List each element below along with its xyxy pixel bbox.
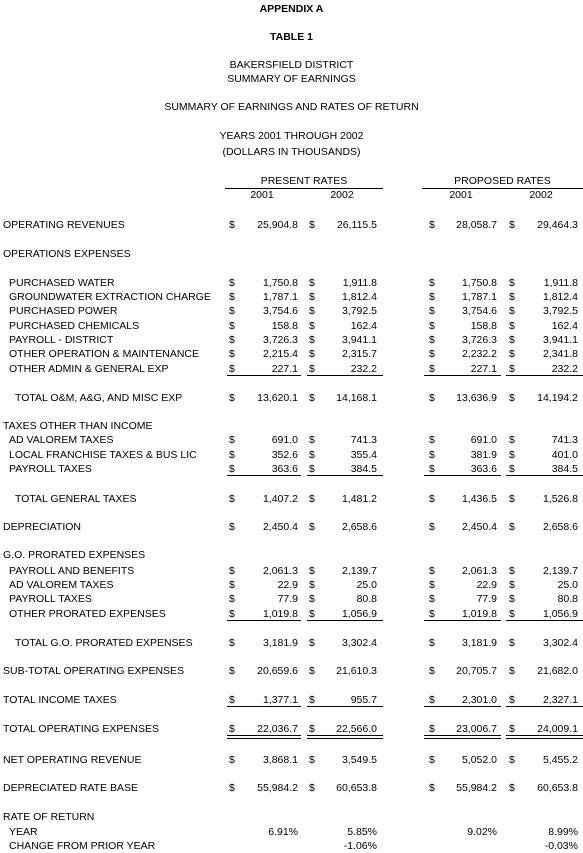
cell-value: 13,636.9: [456, 392, 497, 404]
cell-value: 21,610.3: [336, 665, 377, 677]
dollar-sign: $: [309, 363, 315, 375]
table-row: [0, 839, 583, 853]
dollar-sign: $: [229, 608, 235, 620]
cell-value: 55,984.2: [257, 782, 298, 794]
table-row: [0, 419, 583, 433]
dollar-sign: $: [429, 782, 435, 794]
table-row: [0, 218, 583, 232]
underline: [307, 620, 383, 621]
dollar-sign: $: [429, 434, 435, 446]
underline: [227, 475, 301, 476]
dollar-sign: $: [429, 593, 435, 605]
cell-value: 13,620.1: [257, 392, 298, 404]
dollar-sign: $: [229, 493, 235, 505]
dollar-sign: $: [229, 463, 235, 475]
table-row: [0, 319, 583, 333]
row-label: G.O. PRORATED EXPENSES: [3, 549, 146, 561]
double-underline: [227, 738, 301, 739]
cell-value: 2,315.7: [341, 348, 377, 360]
underline: [424, 706, 501, 707]
cell-value: 29,464.3: [537, 219, 578, 231]
row-label: PAYROLL TAXES: [9, 593, 92, 605]
dollar-sign: $: [229, 723, 235, 735]
row-label: OTHER ADMIN & GENERAL EXP: [9, 363, 169, 375]
column-header: 2002: [330, 189, 354, 201]
dollar-sign: $: [309, 694, 315, 706]
cell-value: 55,984.2: [456, 782, 497, 794]
row-label: TAXES OTHER THAN INCOME: [3, 420, 153, 432]
cell-value: 5,052.0: [461, 754, 497, 766]
cell-value: 227.1: [470, 363, 497, 375]
table-row: [0, 578, 583, 592]
dollar-sign: $: [509, 392, 515, 404]
cell-value: -0.03%: [544, 840, 578, 852]
row-label: PAYROLL AND BENEFITS: [9, 565, 135, 577]
cell-value: 5,455.2: [542, 754, 578, 766]
underline: [307, 706, 383, 707]
cell-value: 1,911.8: [342, 277, 377, 289]
subtitle: SUMMARY OF EARNINGS AND RATES OF RETURN: [164, 101, 419, 113]
cell-value: 3,181.9: [262, 637, 298, 649]
table-row: [0, 290, 583, 304]
dollar-sign: $: [509, 291, 515, 303]
dollar-sign: $: [429, 219, 435, 231]
table-row: [0, 825, 583, 839]
cell-value: 25,904.8: [257, 219, 298, 231]
dollar-sign: $: [509, 305, 515, 317]
table-row: [0, 391, 583, 405]
district-name: BAKERSFIELD DISTRICT: [229, 59, 354, 71]
double-underline: [424, 735, 501, 736]
cell-value: 3,726.3: [461, 334, 497, 346]
dollar-sign: $: [229, 521, 235, 533]
cell-value: 25.0: [356, 579, 377, 591]
dollar-sign: $: [429, 449, 435, 461]
cell-value: 232.2: [350, 363, 377, 375]
dollar-sign: $: [509, 463, 515, 475]
cell-value: 14,194.2: [537, 392, 578, 404]
dollar-sign: $: [509, 637, 515, 649]
cell-value: 227.1: [271, 363, 298, 375]
table-row: [0, 592, 583, 606]
cell-value: 1,750.8: [262, 277, 298, 289]
cell-value: 3,302.4: [341, 637, 377, 649]
cell-value: 6.91%: [268, 826, 298, 838]
dollar-sign: $: [509, 434, 515, 446]
dollar-sign: $: [229, 593, 235, 605]
row-label: LOCAL FRANCHISE TAXES & BUS LIC: [9, 449, 197, 461]
cell-value: 3,941.1: [341, 334, 377, 346]
row-label: PAYROLL - DISTRICT: [9, 334, 114, 346]
cell-value: 60,653.8: [336, 782, 377, 794]
row-label: DEPRECIATED RATE BASE: [3, 782, 138, 794]
table-row: [0, 781, 583, 795]
dollar-sign: $: [509, 334, 515, 346]
dollar-sign: $: [229, 291, 235, 303]
cell-value: 14,168.1: [336, 392, 377, 404]
dollar-sign: $: [229, 449, 235, 461]
dollar-sign: $: [509, 782, 515, 794]
dollar-sign: $: [429, 637, 435, 649]
cell-value: 22,566.0: [336, 723, 377, 735]
cell-value: 1,481.2: [341, 493, 377, 505]
proposed-rates-header: [422, 175, 583, 187]
table-row: [0, 448, 583, 462]
dollar-sign: $: [309, 291, 315, 303]
cell-value: 2,327.1: [542, 694, 578, 706]
cell-value: 691.0: [470, 434, 497, 446]
dollar-sign: $: [229, 565, 235, 577]
cell-value: 352.6: [271, 449, 298, 461]
underline: [424, 475, 501, 476]
cell-value: 1,812.4: [341, 291, 377, 303]
dollar-sign: $: [229, 579, 235, 591]
dollar-sign: $: [509, 363, 515, 375]
dollar-sign: $: [309, 434, 315, 446]
column-header: 2001: [250, 189, 274, 201]
cell-value: 1,436.5: [461, 493, 497, 505]
cell-value: 23,006.7: [456, 723, 497, 735]
present-rates-label: PRESENT RATES: [260, 175, 348, 187]
double-underline: [307, 735, 383, 736]
row-label: SUB-TOTAL OPERATING EXPENSES: [3, 665, 185, 677]
row-label: PURCHASED POWER: [9, 305, 118, 317]
cell-value: 158.8: [470, 320, 497, 332]
cell-value: 8.99%: [548, 826, 578, 838]
cell-value: 162.4: [551, 320, 578, 332]
cell-value: 2,341.8: [542, 348, 578, 360]
dollar-sign: $: [229, 665, 235, 677]
underline: [424, 375, 501, 376]
underline: [424, 620, 501, 621]
table-row: [0, 664, 583, 678]
dollar-sign: $: [429, 348, 435, 360]
cell-value: 1,407.2: [262, 493, 298, 505]
underline: [506, 475, 583, 476]
row-label: GROUNDWATER EXTRACTION CHARGE: [9, 291, 211, 303]
row-label: PAYROLL TAXES: [9, 463, 92, 475]
dollar-sign: $: [229, 637, 235, 649]
table-row: [0, 276, 583, 290]
cell-value: 5.85%: [347, 826, 377, 838]
cell-value: 384.5: [551, 463, 578, 475]
cell-value: 2,215.4: [262, 348, 298, 360]
row-label: CHANGE FROM PRIOR YEAR: [9, 840, 156, 852]
cell-value: 3,726.3: [262, 334, 298, 346]
table-row: [0, 810, 583, 824]
cell-value: 80.8: [557, 593, 578, 605]
cell-value: 2,061.3: [262, 565, 298, 577]
table-row: [0, 636, 583, 650]
cell-value: 80.8: [356, 593, 377, 605]
row-label: OTHER PRORATED EXPENSES: [9, 608, 166, 620]
cell-value: 1,750.8: [461, 277, 497, 289]
dollar-sign: $: [429, 665, 435, 677]
dollar-sign: $: [429, 334, 435, 346]
double-underline: [227, 735, 301, 736]
dollar-sign: $: [509, 593, 515, 605]
dollar-sign: $: [309, 320, 315, 332]
cell-value: 401.0: [551, 449, 578, 461]
underline: [506, 620, 583, 621]
cell-value: 2,658.6: [341, 521, 377, 533]
cell-value: 1,787.1: [262, 291, 298, 303]
table-row: [0, 433, 583, 447]
dollar-sign: $: [229, 277, 235, 289]
summary-title: SUMMARY OF EARNINGS: [227, 73, 356, 85]
cell-value: 741.3: [551, 434, 578, 446]
dollar-sign: $: [229, 754, 235, 766]
dollar-sign: $: [429, 363, 435, 375]
dollar-sign: $: [429, 493, 435, 505]
dollar-sign: $: [309, 463, 315, 475]
dollar-sign: $: [309, 305, 315, 317]
row-label: TOTAL O&M, A&G, AND MISC EXP: [15, 392, 183, 404]
cell-value: 1,911.8: [543, 277, 578, 289]
dollar-sign: $: [429, 694, 435, 706]
table-row: [0, 607, 583, 621]
cell-value: 2,139.7: [341, 565, 377, 577]
table-row: [0, 548, 583, 562]
cell-value: 1,019.8: [262, 608, 298, 620]
dollar-sign: $: [229, 219, 235, 231]
cell-value: 22.9: [277, 579, 298, 591]
table-row: [0, 247, 583, 261]
cell-value: 232.2: [551, 363, 578, 375]
underline: [307, 375, 383, 376]
dollar-sign: $: [509, 665, 515, 677]
dollar-sign: $: [429, 291, 435, 303]
cell-value: 3,754.6: [262, 305, 298, 317]
table-title: TABLE 1: [270, 31, 313, 43]
dollar-sign: $: [509, 449, 515, 461]
dollar-sign: $: [229, 392, 235, 404]
underline: [506, 706, 583, 707]
cell-value: 21,682.0: [537, 665, 578, 677]
underline: [227, 620, 301, 621]
present-rates-header: [225, 175, 383, 187]
dollar-sign: $: [429, 305, 435, 317]
underline: [227, 706, 301, 707]
table-row: [0, 753, 583, 767]
cell-value: 3,941.1: [542, 334, 578, 346]
dollar-sign: $: [509, 320, 515, 332]
table-row: [0, 462, 583, 476]
cell-value: 2,139.7: [542, 565, 578, 577]
dollar-sign: $: [509, 754, 515, 766]
column-header: 2001: [449, 189, 473, 201]
dollar-sign: $: [309, 608, 315, 620]
row-label: TOTAL G.O. PRORATED EXPENSES: [15, 637, 193, 649]
proposed-rates-label: PROPOSED RATES: [454, 175, 551, 187]
table-row: [0, 333, 583, 347]
underline: [506, 375, 583, 376]
row-label: OPERATIONS EXPENSES: [3, 248, 131, 260]
row-label: YEAR: [9, 826, 38, 838]
row-label: TOTAL OPERATING EXPENSES: [3, 723, 159, 735]
dollar-sign: $: [429, 392, 435, 404]
dollar-sign: $: [429, 608, 435, 620]
cell-value: 3,181.9: [461, 637, 497, 649]
underline: [307, 475, 383, 476]
cell-value: 26,115.5: [336, 219, 377, 231]
dollar-sign: $: [309, 665, 315, 677]
cell-value: 3,754.6: [461, 305, 497, 317]
dollar-sign: $: [229, 363, 235, 375]
dollar-sign: $: [509, 723, 515, 735]
row-label: PURCHASED WATER: [9, 277, 115, 289]
cell-value: 2,658.6: [542, 521, 578, 533]
table-row: [0, 304, 583, 318]
dollar-sign: $: [309, 637, 315, 649]
double-underline: [307, 738, 383, 739]
cell-value: 1,526.8: [542, 493, 578, 505]
cell-value: 77.9: [277, 593, 298, 605]
cell-value: 3,792.5: [341, 305, 377, 317]
dollar-sign: $: [509, 565, 515, 577]
dollar-sign: $: [509, 608, 515, 620]
dollar-sign: $: [229, 694, 235, 706]
cell-value: 22,036.7: [257, 723, 298, 735]
years-range: YEARS 2001 THROUGH 2002: [219, 130, 364, 142]
dollar-sign: $: [309, 449, 315, 461]
row-label: DEPRECIATION: [3, 521, 81, 533]
cell-value: 363.6: [470, 463, 497, 475]
row-label: TOTAL INCOME TAXES: [3, 694, 117, 706]
cell-value: 2,450.4: [262, 521, 298, 533]
dollar-sign: $: [229, 434, 235, 446]
dollar-sign: $: [309, 392, 315, 404]
row-label: AD VALOREM TAXES: [9, 434, 114, 446]
cell-value: -1.06%: [343, 840, 377, 852]
cell-value: 25.0: [557, 579, 578, 591]
cell-value: 158.8: [271, 320, 298, 332]
dollar-sign: $: [509, 277, 515, 289]
cell-value: 1,812.4: [542, 291, 578, 303]
cell-value: 384.5: [350, 463, 377, 475]
table-row: [0, 362, 583, 376]
dollar-sign: $: [309, 277, 315, 289]
cell-value: 77.9: [476, 593, 497, 605]
cell-value: 691.0: [271, 434, 298, 446]
dollar-sign: $: [509, 348, 515, 360]
dollar-sign: $: [309, 754, 315, 766]
cell-value: 60,653.8: [537, 782, 578, 794]
table-row: [0, 492, 583, 506]
dollar-sign: $: [229, 348, 235, 360]
dollar-sign: $: [309, 219, 315, 231]
double-underline: [424, 738, 501, 739]
row-label: RATE OF RETURN: [3, 811, 95, 823]
row-label: AD VALOREM TAXES: [9, 579, 114, 591]
dollar-sign: $: [509, 493, 515, 505]
cell-value: 741.3: [350, 434, 377, 446]
cell-value: 2,232.2: [461, 348, 497, 360]
row-label: OPERATING REVENUES: [3, 219, 125, 231]
row-label: TOTAL GENERAL TAXES: [15, 493, 137, 505]
cell-value: 955.7: [350, 694, 377, 706]
cell-value: 355.4: [350, 449, 377, 461]
dollar-sign: $: [309, 521, 315, 533]
dollar-sign: $: [309, 579, 315, 591]
dollar-sign: $: [509, 521, 515, 533]
dollar-sign: $: [509, 579, 515, 591]
appendix-title: APPENDIX A: [259, 3, 324, 15]
cell-value: 3,868.1: [262, 754, 298, 766]
dollar-sign: $: [309, 782, 315, 794]
dollar-sign: $: [429, 565, 435, 577]
units-note: (DOLLARS IN THOUSANDS): [222, 146, 361, 158]
dollar-sign: $: [429, 320, 435, 332]
table-row: [0, 520, 583, 534]
table-row: [0, 693, 583, 707]
cell-value: 1,056.9: [341, 608, 377, 620]
dollar-sign: $: [429, 463, 435, 475]
dollar-sign: $: [309, 348, 315, 360]
cell-value: 162.4: [350, 320, 377, 332]
cell-value: 2,450.4: [461, 521, 497, 533]
cell-value: 20,705.7: [456, 665, 497, 677]
cell-value: 2,061.3: [461, 565, 497, 577]
dollar-sign: $: [429, 521, 435, 533]
cell-value: 9.02%: [467, 826, 497, 838]
cell-value: 381.9: [470, 449, 497, 461]
row-label: NET OPERATING REVENUE: [3, 754, 142, 766]
dollar-sign: $: [309, 334, 315, 346]
cell-value: 1,377.1: [262, 694, 298, 706]
column-header: 2002: [529, 189, 553, 201]
dollar-sign: $: [429, 579, 435, 591]
table-row: [0, 722, 583, 736]
row-label: OTHER OPERATION & MAINTENANCE: [9, 348, 199, 360]
cell-value: 1,019.8: [461, 608, 497, 620]
cell-value: 20,659.6: [257, 665, 298, 677]
double-underline: [506, 738, 583, 739]
cell-value: 1,056.9: [542, 608, 578, 620]
dollar-sign: $: [309, 723, 315, 735]
cell-value: 1,787.1: [461, 291, 497, 303]
dollar-sign: $: [429, 754, 435, 766]
dollar-sign: $: [229, 320, 235, 332]
dollar-sign: $: [429, 723, 435, 735]
table-row: [0, 347, 583, 361]
dollar-sign: $: [309, 493, 315, 505]
dollar-sign: $: [229, 334, 235, 346]
cell-value: 2,301.0: [461, 694, 497, 706]
cell-value: 28,058.7: [456, 219, 497, 231]
dollar-sign: $: [229, 305, 235, 317]
dollar-sign: $: [429, 277, 435, 289]
dollar-sign: $: [509, 219, 515, 231]
row-label: PURCHASED CHEMICALS: [9, 320, 140, 332]
cell-value: 3,549.5: [341, 754, 377, 766]
cell-value: 363.6: [271, 463, 298, 475]
dollar-sign: $: [309, 565, 315, 577]
table-row: [0, 564, 583, 578]
cell-value: 24,009.1: [537, 723, 578, 735]
cell-value: 3,302.4: [542, 637, 578, 649]
dollar-sign: $: [509, 694, 515, 706]
double-underline: [506, 735, 583, 736]
cell-value: 22.9: [476, 579, 497, 591]
underline: [227, 375, 301, 376]
dollar-sign: $: [309, 593, 315, 605]
dollar-sign: $: [229, 782, 235, 794]
cell-value: 3,792.5: [542, 305, 578, 317]
